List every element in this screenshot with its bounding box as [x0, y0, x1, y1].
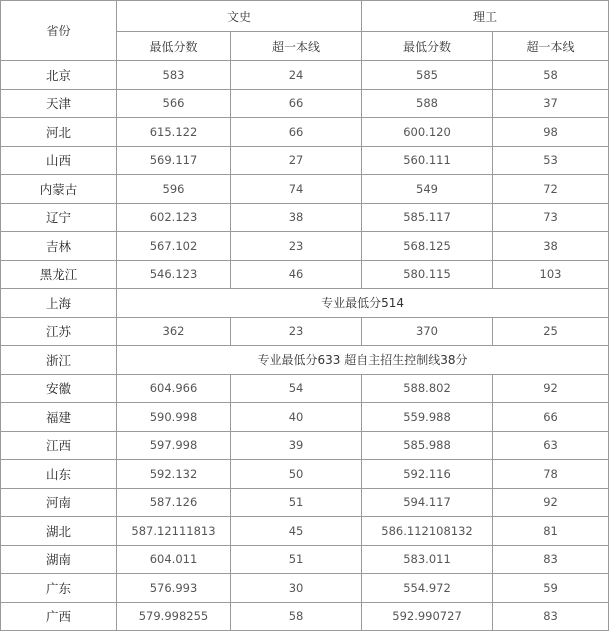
science-min-score-cell: 585.117 [362, 203, 493, 232]
table-row [1, 545, 609, 574]
header-science-over-line: 超一本线 [493, 32, 609, 61]
science-over-line-cell: 78 [493, 460, 609, 489]
arts-min-score-cell: 362 [117, 317, 231, 346]
province-cell: 山西 [1, 146, 117, 175]
table-row [1, 260, 609, 289]
arts-min-score-cell: 604.011 [117, 545, 231, 574]
table-row [1, 574, 609, 603]
science-over-line-cell: 81 [493, 517, 609, 546]
arts-over-line-cell: 40 [231, 403, 362, 432]
table-row [1, 317, 609, 346]
science-over-line-cell: 58 [493, 61, 609, 90]
province-cell: 江苏 [1, 317, 117, 346]
arts-over-line-cell: 54 [231, 374, 362, 403]
science-min-score-cell: 554.972 [362, 574, 493, 603]
province-cell: 河北 [1, 118, 117, 147]
province-cell: 河南 [1, 488, 117, 517]
table-row [1, 203, 609, 232]
header-arts-min-score: 最低分数 [117, 32, 231, 61]
province-cell: 内蒙古 [1, 175, 117, 204]
table-row [1, 602, 609, 631]
science-min-score-cell: 585.988 [362, 431, 493, 460]
arts-min-score-cell: 615.122 [117, 118, 231, 147]
science-min-score-cell: 585 [362, 61, 493, 90]
province-cell: 吉林 [1, 232, 117, 261]
table-row [1, 460, 609, 489]
science-over-line-cell: 53 [493, 146, 609, 175]
science-over-line-cell: 98 [493, 118, 609, 147]
table-row [1, 146, 609, 175]
province-cell: 广东 [1, 574, 117, 603]
science-over-line-cell: 73 [493, 203, 609, 232]
table-row [1, 374, 609, 403]
science-min-score-cell: 594.117 [362, 488, 493, 517]
arts-over-line-cell: 30 [231, 574, 362, 603]
note-cell: 专业最低分633 超自主招生控制线38分 [117, 346, 609, 375]
science-over-line-cell: 63 [493, 431, 609, 460]
table-row [1, 431, 609, 460]
arts-over-line-cell: 45 [231, 517, 362, 546]
header-science-min-score: 最低分数 [362, 32, 493, 61]
table-row [1, 118, 609, 147]
arts-min-score-cell: 576.993 [117, 574, 231, 603]
province-cell: 天津 [1, 89, 117, 118]
arts-over-line-cell: 24 [231, 61, 362, 90]
note-cell: 专业最低分514 [117, 289, 609, 318]
science-min-score-cell: 592.116 [362, 460, 493, 489]
province-cell: 福建 [1, 403, 117, 432]
arts-over-line-cell: 66 [231, 89, 362, 118]
table-row [1, 517, 609, 546]
science-over-line-cell: 83 [493, 602, 609, 631]
science-over-line-cell: 66 [493, 403, 609, 432]
province-cell: 上海 [1, 289, 117, 318]
arts-min-score-cell: 566 [117, 89, 231, 118]
science-min-score-cell: 568.125 [362, 232, 493, 261]
science-over-line-cell: 83 [493, 545, 609, 574]
arts-over-line-cell: 23 [231, 232, 362, 261]
arts-over-line-cell: 27 [231, 146, 362, 175]
science-min-score-cell: 559.988 [362, 403, 493, 432]
table-row [1, 403, 609, 432]
header-arts: 文史 [117, 1, 362, 32]
table-row [1, 289, 609, 318]
arts-min-score-cell: 546.123 [117, 260, 231, 289]
science-min-score-cell: 588 [362, 89, 493, 118]
science-min-score-cell: 583.011 [362, 545, 493, 574]
arts-over-line-cell: 23 [231, 317, 362, 346]
province-cell: 浙江 [1, 346, 117, 375]
province-cell: 湖北 [1, 517, 117, 546]
table-header [1, 1, 609, 61]
arts-over-line-cell: 38 [231, 203, 362, 232]
header-arts-over-line: 超一本线 [231, 32, 362, 61]
province-cell: 黑龙江 [1, 260, 117, 289]
table-row [1, 175, 609, 204]
province-cell: 北京 [1, 61, 117, 90]
science-over-line-cell: 25 [493, 317, 609, 346]
table-row [1, 61, 609, 90]
science-over-line-cell: 92 [493, 488, 609, 517]
province-cell: 广西 [1, 602, 117, 631]
arts-over-line-cell: 46 [231, 260, 362, 289]
arts-over-line-cell: 50 [231, 460, 362, 489]
province-cell: 安徽 [1, 374, 117, 403]
arts-over-line-cell: 58 [231, 602, 362, 631]
science-over-line-cell: 38 [493, 232, 609, 261]
arts-min-score-cell: 592.132 [117, 460, 231, 489]
science-over-line-cell: 37 [493, 89, 609, 118]
arts-min-score-cell: 587.126 [117, 488, 231, 517]
science-over-line-cell: 72 [493, 175, 609, 204]
arts-over-line-cell: 39 [231, 431, 362, 460]
header-science: 理工 [362, 1, 609, 32]
arts-min-score-cell: 583 [117, 61, 231, 90]
arts-min-score-cell: 602.123 [117, 203, 231, 232]
table-body [1, 61, 609, 631]
arts-over-line-cell: 74 [231, 175, 362, 204]
science-over-line-cell: 59 [493, 574, 609, 603]
science-min-score-cell: 588.802 [362, 374, 493, 403]
table-row [1, 346, 609, 375]
science-min-score-cell: 586.112108132 [362, 517, 493, 546]
arts-min-score-cell: 604.966 [117, 374, 231, 403]
province-cell: 山东 [1, 460, 117, 489]
table-row [1, 232, 609, 261]
arts-over-line-cell: 51 [231, 488, 362, 517]
science-min-score-cell: 370 [362, 317, 493, 346]
arts-min-score-cell: 596 [117, 175, 231, 204]
science-min-score-cell: 549 [362, 175, 493, 204]
province-cell: 湖南 [1, 545, 117, 574]
arts-min-score-cell: 567.102 [117, 232, 231, 261]
arts-min-score-cell: 597.998 [117, 431, 231, 460]
arts-min-score-cell: 579.998255 [117, 602, 231, 631]
arts-over-line-cell: 66 [231, 118, 362, 147]
science-min-score-cell: 560.111 [362, 146, 493, 175]
science-min-score-cell: 592.990727 [362, 602, 493, 631]
arts-over-line-cell: 51 [231, 545, 362, 574]
arts-min-score-cell: 569.117 [117, 146, 231, 175]
science-min-score-cell: 600.120 [362, 118, 493, 147]
header-province: 省份 [1, 1, 117, 61]
science-min-score-cell: 580.115 [362, 260, 493, 289]
province-cell: 江西 [1, 431, 117, 460]
arts-min-score-cell: 590.998 [117, 403, 231, 432]
science-over-line-cell: 92 [493, 374, 609, 403]
science-over-line-cell: 103 [493, 260, 609, 289]
table-row [1, 89, 609, 118]
table-row [1, 488, 609, 517]
arts-min-score-cell: 587.12111813 [117, 517, 231, 546]
province-cell: 辽宁 [1, 203, 117, 232]
